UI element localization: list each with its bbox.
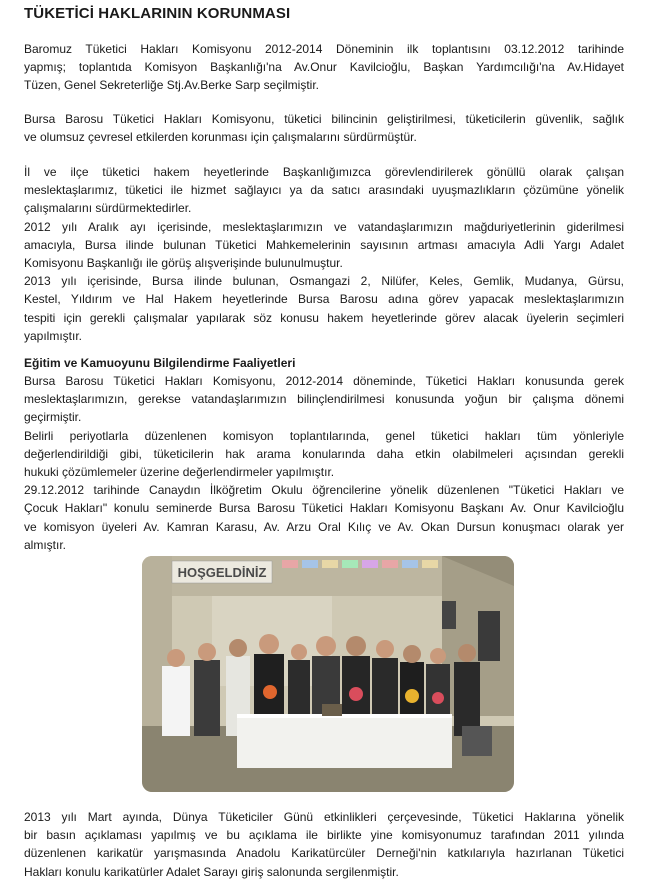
text-line: Hakları konulu karikatürler Adalet Sarayı giriş salonunda sergilenmiştir. bbox=[24, 864, 399, 879]
text-line: ve komisyon üyeleri Av. Kamran Karasu, Av. Arzu Oral Kılıç ve Av. Okan Dursun konuşmacı olarak yer bbox=[24, 519, 624, 534]
text-line: Çocuk Hakları" konulu seminerde Bursa Barosu Tüketici Hakları Komisyonu Başkanı Av. Onur Kavilcioğlu bbox=[24, 501, 624, 516]
text-line: değerlendirildiği gibi, tüketicilerin hak arama konularında daha etkin olabilmeleri açısından gerekli bbox=[24, 446, 624, 461]
paragraph-consumer-day bbox=[24, 808, 624, 881]
paragraph-commission-meeting bbox=[24, 40, 624, 95]
paragraph-education-activities bbox=[24, 372, 624, 554]
text-line: Baromuz Tüketici Hakları Komisyonu 2012-2014 Döneminin ilk toplantısını 03.12.2012 tarihinde bbox=[24, 42, 624, 56]
text-line: geçirmiştir. bbox=[24, 410, 82, 425]
text-line: tespiti için gerekli çalışmalar yapılarak söz konusu hakem heyetlerinde görev alacak üyelerin seçimleri bbox=[24, 310, 624, 325]
text-line: 2013 yılı içerisinde, Bursa ilinde bulunan, Osmangazi 2, Nilüfer, Keles, Gemlik, Mudanya, Gürsu, bbox=[24, 274, 624, 289]
text-line: Belirli periyotlarla düzenlenen komisyon toplantılarında, genel tüketici hakları tüm yönleriyle bbox=[24, 428, 624, 443]
text-line: 2012 yılı Aralık ayı içerisinde, meslektaşlarımızın ve vatandaşlarımızın mağduriyetlerinin giderilmesi bbox=[24, 219, 624, 234]
text-line: amacıyla, Bursa ilinde bulunan Tüketici Mahkemelerinin sayısının artması amacıyla Adli Yargı Adalet bbox=[24, 237, 624, 252]
text-line: Komisyonu Başkanlığı ile görüş alışverişinde bulunulmuştur. bbox=[24, 256, 343, 271]
text-line: meslektaşlarımızın, gerekse vatandaşlarımızın bilinçlendirilmesi konusunda yoğun bir çalışma dönemi bbox=[24, 392, 624, 407]
text-line: hukuki çözümlemeler üzerine değerlendirmeler yapılmıştır. bbox=[24, 465, 335, 480]
text-line: çalışmalarını sürdürmektedirler. bbox=[24, 201, 192, 216]
text-line: yapılmıştır. bbox=[24, 328, 83, 343]
text-line: ve olumsuz çevresel etkilerden korunması için çalışmalarını sürdürmüştür. bbox=[24, 130, 417, 145]
text-line: Bursa Barosu Tüketici Hakları Komisyonu, 2012-2014 döneminde, Tüketici Hakları konusunda gerek bbox=[24, 374, 624, 388]
text-line: Bursa Barosu Tüketici Hakları Komisyonu, tüketici bilincinin geliştirilmesi, tüketicilerin güvenlik, sağlık bbox=[24, 112, 624, 126]
text-line: meslektaşlarımız, tüketici ile hizmet sağlayıcı ya da satıcı arasındaki uyuşmazlıkların çözümüne yönelik bbox=[24, 183, 624, 198]
text-line: almıştır. bbox=[24, 537, 67, 552]
paragraph-arbitration-committees bbox=[24, 163, 624, 345]
text-line: İl ve ilçe tüketici hakem heyetlerinde Başkanlığımızca görevlendirilerek gönüllü olarak çalışan bbox=[24, 165, 624, 179]
photo-banner-text: HOŞGELDİNİZ bbox=[177, 565, 267, 580]
text-line: Tüzen, Genel Sekreterliğe Stj.Av.Berke Sarp seçilmiştir. bbox=[24, 78, 320, 93]
text-line: 29.12.2012 tarihinde Canaydın İlköğretim Okulu öğrencilerine yönelik düzenlenen "Tüketici Hakları ve bbox=[24, 483, 624, 498]
text-line: yapmış; toplantıda Komisyon Başkanlığı'na Av.Onur Kavilcioğlu, Başkan Yardımcılığı'na Av.Hidayet bbox=[24, 60, 624, 75]
seminar-photo bbox=[142, 556, 514, 792]
text-line: 2013 yılı Mart ayında, Dünya Tüketiciler Günü etkinlikleri çerçevesinde, Tüketici Haklarına yönelik bbox=[24, 810, 624, 824]
section-heading: Eğitim ve Kamuoyunu Bilgilendirme Faaliyetleri bbox=[24, 356, 296, 370]
text-line: bir basın açıklaması yapılmış ve bu açıklama ile birlikte yine komisyonumuz tarafından 2011 yılında bbox=[24, 828, 624, 843]
photo-table bbox=[237, 716, 452, 768]
text-line: düzenlenen karikatür yarışmasında Anadolu Karikatürcüler Derneği'nin katkılarıyla hazırlanan Tüketici bbox=[24, 846, 624, 861]
text-line: Kestel, Yıldırım ve Hal Hakem heyetlerinde Bursa Barosu adına görev yapacak meslektaşlarımızın bbox=[24, 292, 624, 307]
page-title: TÜKETİCİ HAKLARININ KORUNMASI bbox=[24, 5, 291, 22]
paragraph-consumer-awareness bbox=[24, 110, 624, 146]
